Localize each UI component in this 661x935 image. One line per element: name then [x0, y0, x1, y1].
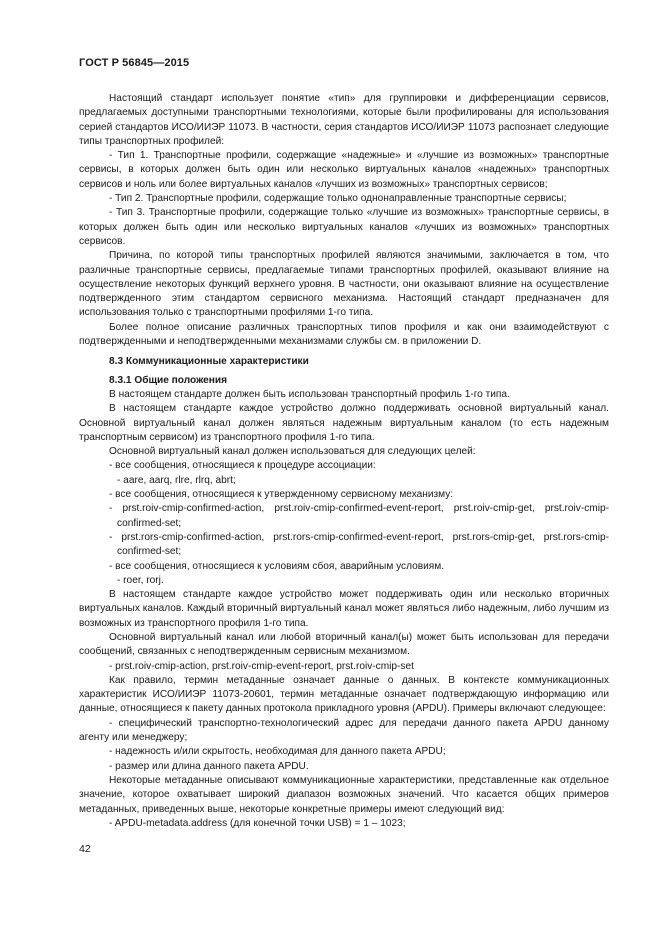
paragraph: В настоящем стандарте должен быть использован транспортный профиль 1-го типа.: [109, 388, 510, 400]
list-item: - размер или длина данного пакета APDU.: [109, 760, 309, 772]
list-subitem: - roer, rorj.: [117, 574, 164, 586]
paragraph: Основной виртуальный канал или любой вторичный канал(ы) может быть использован для передачи сообщений, связанных с неподтвержденным сервисным механизмом.: [79, 631, 609, 658]
paragraph: Настоящий стандарт использует понятие «тип» для группировки и дифференциации сервисов, предлагаемых доступными транспортными технологиями, которые были профилированы для использования серией стандартов ИСО/ИИЭР 11073. В частности, серия стандартов ИСО/ИИЭР 11073 распознает следующие типы транспортных профилей:: [79, 93, 609, 147]
list-subitem: - prst.rors-cmip-confirmed-action, prst.rors-cmip-confirmed-event-report, prst.rors-cmip-get, prst.rors-cmip-confirmed-set;: [109, 531, 609, 558]
list-item: - все сообщения, относящиеся к процедуре ассоциации:: [109, 460, 376, 472]
list-subitem: - prst.roiv-cmip-confirmed-action, prst.roiv-cmip-confirmed-event-report, prst.roiv-cmip-get, prst.roiv-cmip-confirmed-set;: [109, 503, 609, 529]
subsection-heading: 8.3.1 Общие положения: [109, 374, 227, 386]
paragraph: Причина, по которой типы транспортных профилей являются значимыми, заключается в том, что различные транспортные сервисы, предлагаемые типами транспортных профилей, оказывают влияние на осуществление некоторых функций верхнего уровня. В частности, они оказывают влияние на осуществление подтвержденного этим стандартом сервисного механизма. Настоящий стандарт предназначен для использования только с транспортными профилями 1-го типа.: [79, 250, 609, 319]
list-item: - Тип 1. Транспортные профили, содержащие «надежные» и «лучшие из возможных» транспортные сервисы, в которых должен быть один или несколько виртуальных каналов «надежных» транспортных сервисов и ноль или более виртуальных каналов «лучших из возможных» транспортных сервисов;: [79, 150, 609, 190]
list-item: - Тип 2. Транспортные профили, содержащие только однонаправленные транспортные сервисы;: [109, 193, 567, 205]
paragraph: В настоящем стандарте каждое устройство может поддерживать один или несколько вторичных виртуальных каналов. Каждый вторичный виртуальный канал может являться либо надежным, либо лучшим из возможных из транспортного профиля 1-го типа.: [79, 589, 609, 629]
document-body: [79, 92, 609, 831]
paragraph: Некоторые метаданные описывают коммуникационные характеристики, представленные как отдельное значение, которое охватывает широкий диапазон возможных значений. Что касается общих примеров метаданных, приведенных выше, некоторые конкретные примеры имеют следующий вид:: [79, 774, 609, 815]
list-subitem: - aare, aarq, rlre, rlrq, abrt;: [117, 474, 236, 486]
paragraph: Более полное описание различных транспортных типов профиля и как они взаимодействуют с подтвержденными и неподтвержденными механизмами службы см. в приложении D.: [79, 321, 609, 348]
list-item: - APDU-metadata.address (для конечной точки USB) = 1 – 1023;: [109, 817, 406, 829]
page-number: 42: [79, 843, 91, 855]
list-item: - надежность и/или скрытость, необходимая для данного пакета APDU;: [109, 746, 446, 758]
paragraph: В настоящем стандарте каждое устройство должно поддерживать основной виртуальный канал. Основной виртуальный канал должен являться надежным виртуальным каналом (то есть надежным транспортным сервисом) из транспортного профиля 1-го типа.: [79, 403, 609, 443]
list-item: - Тип 3. Транспортные профили, содержащие только «лучшие из возможных» транспортные сервисы, в которых должен быть один или несколько виртуальных каналов «лучших из возможных» транспортных сервисов.: [79, 207, 609, 247]
document-header: ГОСТ Р 56845—2015: [79, 57, 190, 69]
list-item: - специфический транспортно-технологический адрес для передачи данного пакета APDU данному агенту или менеджеру;: [79, 717, 609, 744]
paragraph: Основной виртуальный канал должен использоваться для следующих целей:: [109, 446, 476, 458]
list-item: - prst.roiv-cmip-action, prst.roiv-cmip-event-report, prst.roiv-cmip-set: [109, 660, 414, 672]
list-item: - все сообщения, относящиеся к условиям сбоя, аварийным условиям.: [109, 560, 445, 572]
section-heading: 8.3 Коммуникационные характеристики: [109, 356, 309, 368]
paragraph: Как правило, термин метаданные означает данные о данных. В контексте коммуникационных характеристик ИСО/ИИЭР 11073-20601, термин метаданные означает подтверждающую информацию или данные, относящиеся к пакету данных протокола прикладного уровня (APDU). Примеры включают следующее:: [79, 674, 609, 715]
list-item: - все сообщения, относящиеся к утвержденному сервисному механизму:: [109, 489, 454, 501]
